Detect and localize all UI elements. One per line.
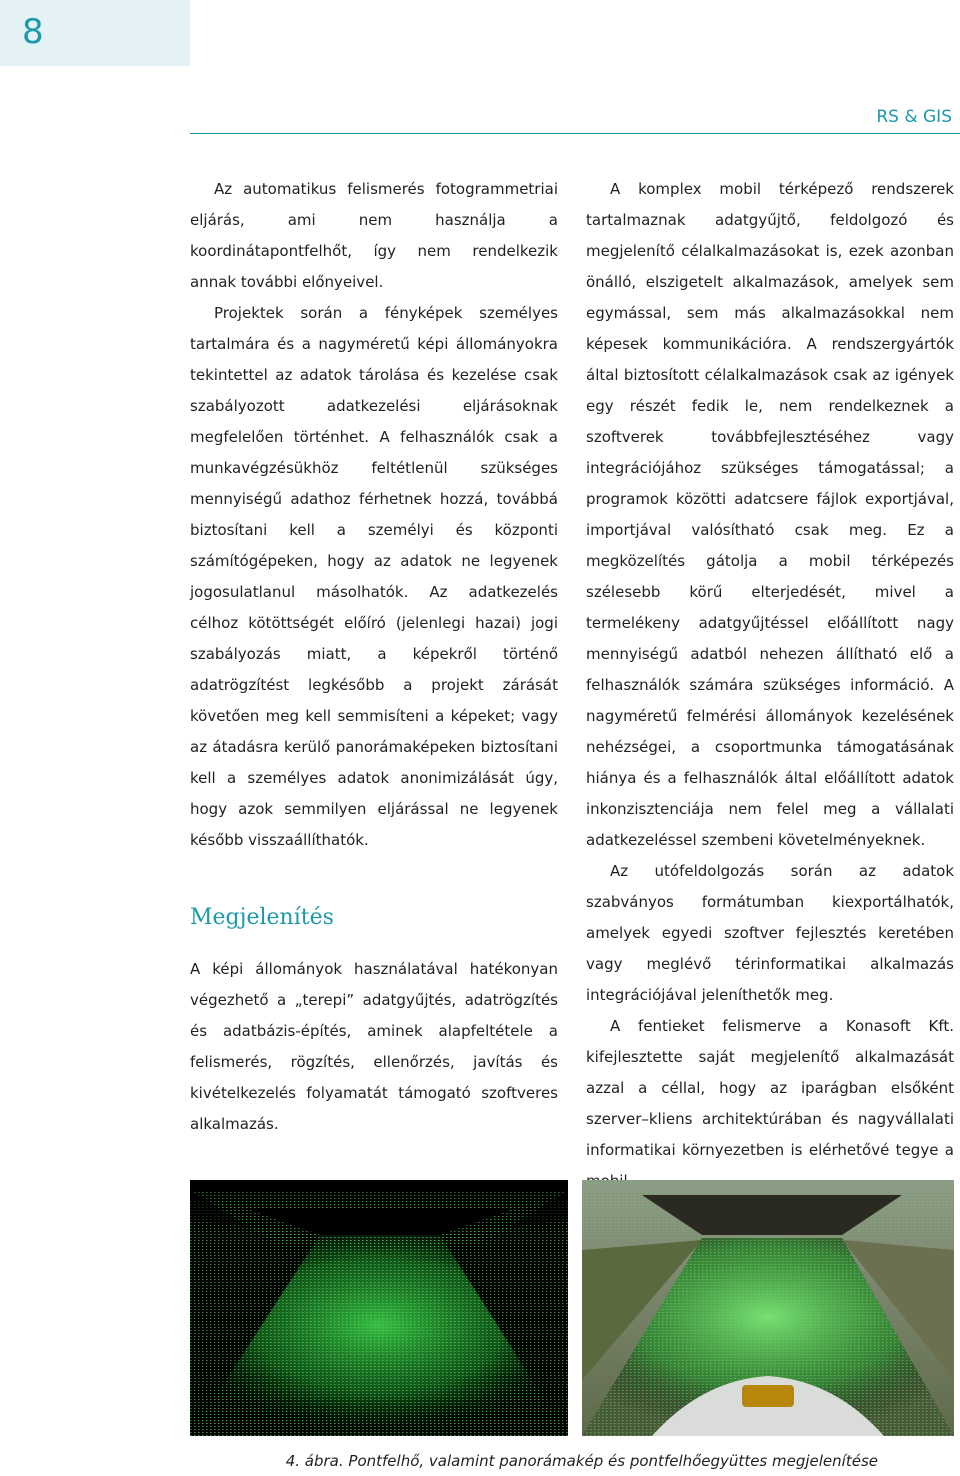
right-paragraph-1: A komplex mobil térképező rendszerek tartalmaznak adatgyűjtő, feldolgozó és megjelenítő célalkalmazásokat is, ezek azonban önálló, elszigetelt alkalmazások, amelyek sem egymással, sem más alkalmazásokkal nem képesek kommunikációra. A rendszergyártók által biztosított célalkalmazások csak az igények egy részét fedik le, nem rendelkeznek a szoftverek továbbfejlesztéséhez vagy integrációjához szükséges támogatással; a programok közötti adatcsere fájlok exportjával, importjával valósítható csak meg. Ez a megközelítés gátolja a mobil térképezés szélesebb körű elterjedését, mivel a termelékeny adatgyűjtéssel előállított nagy mennyiségű adatból nehezen állítható elő a felhasználók számára szükséges információ. A nagyméretű felmérési állományok kezelésének nehézségei, a csoportmunka támogatásának hiánya és a felhasználók által előállított adatok inkonzisztenciája nem felel meg a vállalati adatkezeléssel szembeni követelményeknek. (586, 180, 954, 849)
section-tag: RS & GIS (876, 107, 952, 127)
left-column (190, 174, 558, 1140)
page-number-box (0, 0, 190, 66)
panorama-graphic (582, 1180, 954, 1436)
left-paragraph-2: Projektek során a fényképek személyes tartalmára és a nagyméretű képi állományokra tekintettel az adatok tárolása és kezelése csak szabályozott adatkezelési eljárásoknak megfelelően történhet. A felhasználók csak a munkavégzésükhöz feltétlenül szükséges mennyiségű adathoz férhetnek hozzá, továbbá biztosítani kell a személyi és központi számítógépeken, hogy az adatok ne legyenek jogosulatlanul másolhatók. Az adatkezelés célhoz kötöttségét előíró (jelenlegi hazai) jogi szabályozás miatt, a képekről történő adatrögzítést legkésőbb a projekt zárását követően meg kell semmisíteni a képeket; vagy az átadásra kerülő panorámaképeken biztosítani kell a személyes adatok anonimizálását úgy, hogy azok semmilyen eljárással ne legyenek később visszaállíthatók. (190, 304, 558, 849)
panorama-image (582, 1180, 954, 1436)
left-paragraph-3: A képi állományok használatával hatékonyan végezhető a „terepi” adatgyűjtés, adatrögzítés és adatbázis-építés, aminek alapfeltétele a felismerés, rögzítés, ellenőrzés, javítás és kivételkezelés folyamatát támogató szoftveres alkalmazás. (190, 960, 558, 1133)
right-column (586, 174, 954, 1197)
page-number: 8 (22, 12, 44, 52)
section-heading: Megjelenítés (190, 905, 334, 930)
left-paragraph-1: Az automatikus felismerés fotogrammetriai eljárás, ami nem használja a koordinátapontfelhőt, így nem rendelkezik annak további előnyeivel. (190, 180, 558, 291)
point-cloud-image (190, 1180, 568, 1436)
figure-caption: 4. ábra. Pontfelhő, valamint panorámakép és pontfelhőegyüttes megjelenítése (285, 1452, 878, 1470)
right-paragraph-3: A fentieket felismerve a Konasoft Kft. kifejlesztette saját megjelenítő alkalmazását azzal a céllal, hogy az iparágban elsőként szerver–kliens architektúrában és nagyvállalati informatikai környezetben is elérhetővé tegye a (586, 1017, 954, 1159)
header-rule (190, 133, 960, 134)
right-paragraph-2: Az utófeldolgozás során az adatok szabványos formátumban kiexportálhatók, amelyek egyedi szoftver fejlesztés keretében vagy meglévő térinformatikai alkalmazás integrációjával jeleníthetők meg. (586, 862, 954, 1004)
point-cloud-graphic (190, 1180, 568, 1436)
